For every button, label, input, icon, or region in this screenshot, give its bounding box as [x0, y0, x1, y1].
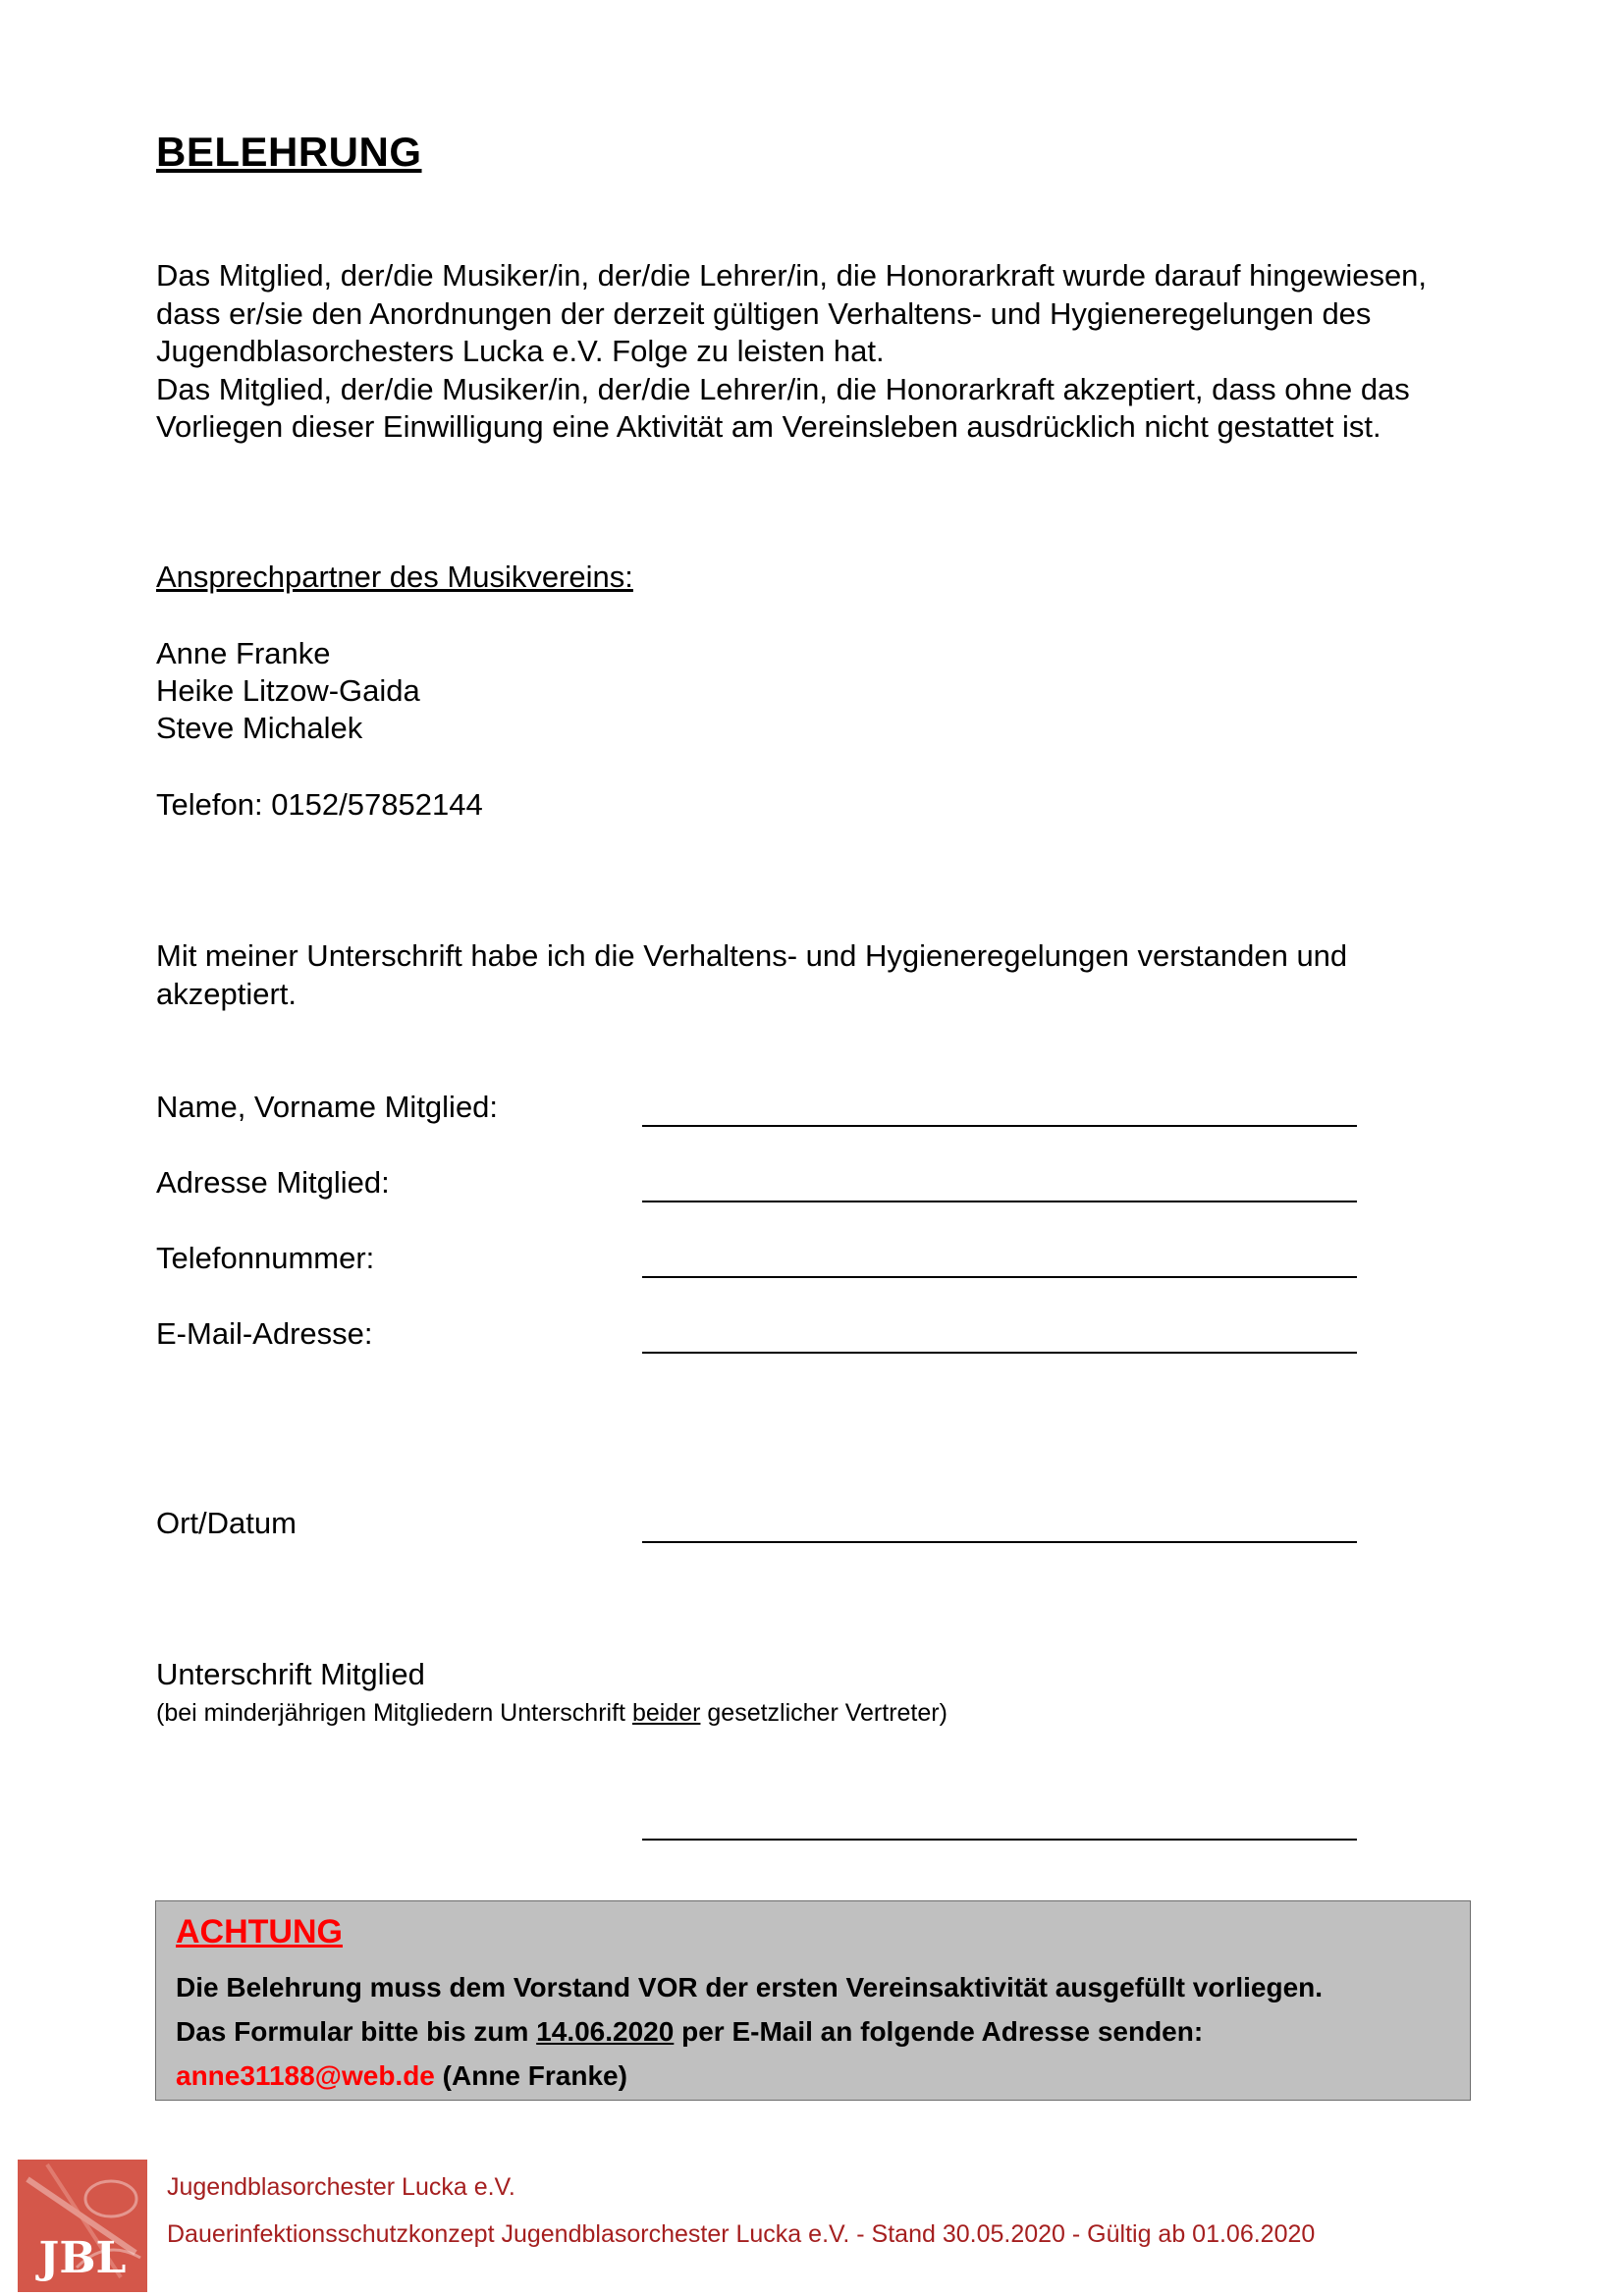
notice-heading: ACHTUNG	[176, 1913, 343, 1950]
contact-name: Heike Litzow-Gaida	[156, 673, 420, 708]
signature-label: Unterschrift Mitglied	[156, 1657, 425, 1691]
notice-box	[155, 1900, 1471, 2101]
notice-text: Das Formular bitte bis zum	[176, 2016, 537, 2047]
document-title: BELEHRUNG	[156, 129, 422, 175]
jbl-logo	[18, 2160, 147, 2292]
intro-line: Jugendblasorchesters Lucka e.V. Folge zu leisten hat.	[156, 334, 885, 368]
notice-text: (Anne Franke)	[434, 2060, 627, 2091]
name-label: Name, Vorname Mitglied:	[156, 1090, 499, 1124]
phone-input-line[interactable]	[642, 1276, 1357, 1278]
signature-note-text: (bei minderjährigen Mitgliedern Unterschrift	[156, 1699, 632, 1727]
consent-paragraph	[156, 937, 1550, 1013]
place-date-label: Ort/Datum	[156, 1506, 297, 1540]
intro-line: Vorliegen dieser Einwilligung eine Aktivität am Vereinsleben ausdrücklich nicht gestattet ist.	[156, 409, 1381, 444]
email-label: E-Mail-Adresse:	[156, 1316, 373, 1351]
address-input-line[interactable]	[642, 1201, 1357, 1202]
intro-line: dass er/sie den Anordnungen der derzeit gültigen Verhaltens- und Hygieneregelungen des	[156, 295, 1372, 331]
notice-line: Die Belehrung muss dem Vorstand VOR der ersten Vereinsaktivität ausgefüllt vorliegen.	[176, 1972, 1324, 2002]
notice-line	[176, 2016, 1203, 2048]
phone-label: Telefonnummer:	[156, 1241, 375, 1275]
consent-line: akzeptiert.	[156, 976, 298, 1011]
contacts-heading: Ansprechpartner des Musikvereins:	[156, 560, 633, 594]
footer-organization: Jugendblasorchester Lucka e.V.	[167, 2173, 515, 2201]
contact-phone: Telefon: 0152/57852144	[156, 787, 483, 822]
contact-name: Anne Franke	[156, 636, 331, 670]
email-input-line[interactable]	[642, 1352, 1357, 1354]
intro-paragraph	[156, 257, 1550, 447]
address-label: Adresse Mitglied:	[156, 1165, 390, 1200]
instrument-icon	[18, 2160, 147, 2292]
notice-text: per E-Mail an folgende Adresse senden:	[674, 2016, 1204, 2047]
contact-name: Steve Michalek	[156, 711, 363, 745]
notice-line	[176, 2060, 627, 2092]
signature-note-emphasis: beider	[631, 1699, 701, 1727]
logo-text: JBL	[38, 2233, 127, 2283]
footer-document-info: Dauerinfektionsschutzkonzept Jugendblasorchester Lucka e.V. - Stand 30.05.2020 - Gültig ab 01.06.2020	[167, 2220, 1316, 2248]
signature-note	[156, 1699, 947, 1728]
deadline-date: 14.06.2020	[536, 2016, 675, 2047]
name-input-line[interactable]	[642, 1125, 1357, 1127]
signature-line[interactable]	[642, 1839, 1357, 1841]
intro-line: Das Mitglied, der/die Musiker/in, der/die Lehrer/in, die Honorarkraft akzeptiert, dass ohne das	[156, 371, 1410, 406]
signature-note-text: gesetzlicher Vertreter)	[700, 1699, 947, 1727]
intro-line: Das Mitglied, der/die Musiker/in, der/die Lehrer/in, die Honorarkraft wurde darauf hingewiesen,	[156, 258, 1428, 293]
consent-line: Mit meiner Unterschrift habe ich die Verhaltens- und Hygieneregelungen verstanden und	[156, 938, 1348, 973]
contact-email-link[interactable]: anne31188@web.de	[176, 2060, 435, 2091]
place-date-input-line[interactable]	[642, 1541, 1357, 1543]
